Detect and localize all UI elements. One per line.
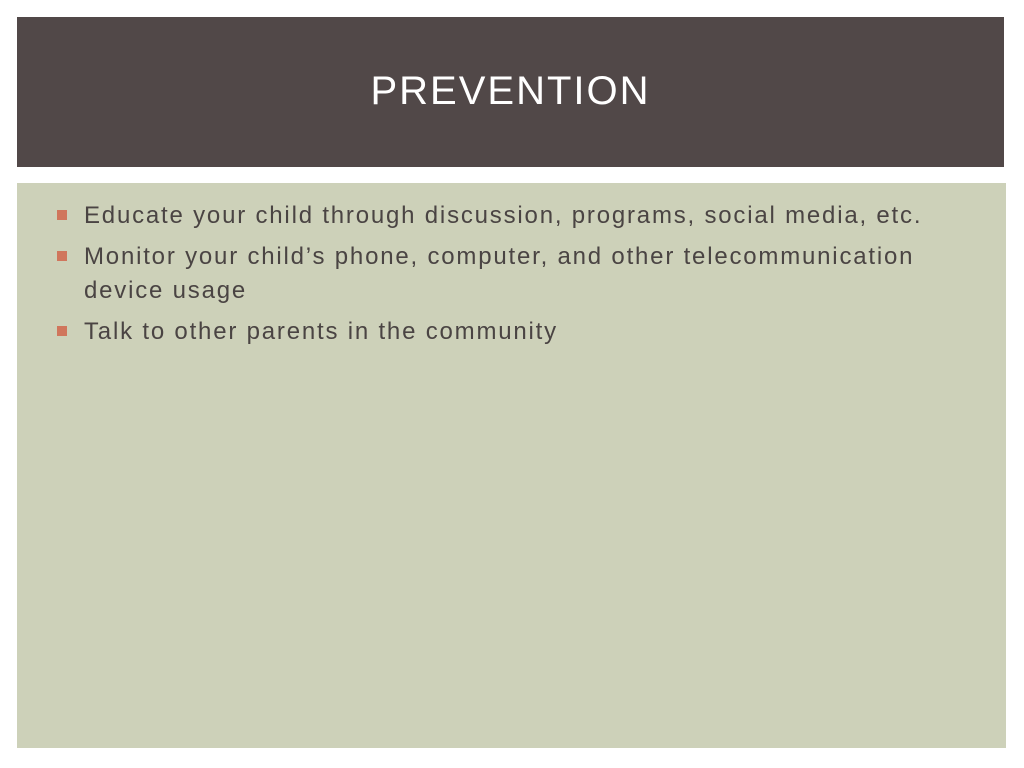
title-band (17, 17, 1004, 167)
bullet-list (57, 199, 937, 356)
content-panel (17, 183, 1006, 748)
bullet-item (57, 240, 937, 308)
bullet-item (57, 315, 937, 349)
square-bullet-icon (57, 326, 67, 336)
square-bullet-icon (57, 210, 67, 220)
bullet-text: Educate your child through discussion, programs, social media, etc. (84, 202, 923, 229)
square-bullet-icon (57, 251, 67, 261)
bullet-item (57, 199, 937, 233)
slide-title: PREVENTION (370, 69, 651, 113)
bullet-text: Monitor your child’s phone, computer, and other telecommunication device usage (84, 243, 915, 304)
bullet-text: Talk to other parents in the community (84, 318, 558, 345)
